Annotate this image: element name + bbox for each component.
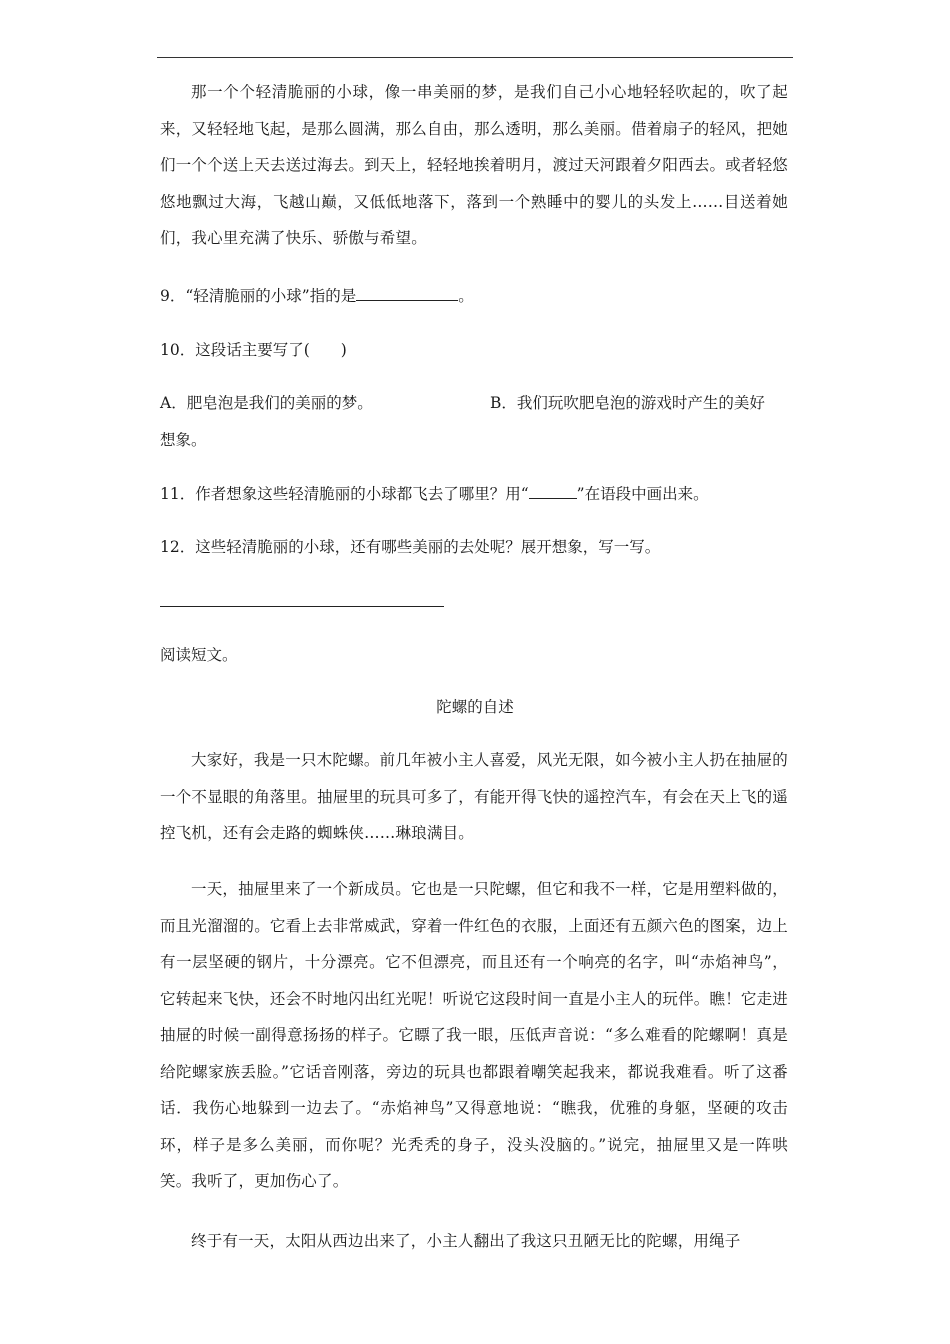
question-11-text: 11．作者想象这些轻清脆丽的小球都飞去了哪里？用“ xyxy=(160,485,529,503)
passage2-title: 陀螺的自述 xyxy=(436,698,514,716)
question-12-answer-line[interactable] xyxy=(160,606,444,607)
header-rule xyxy=(157,57,793,58)
passage1-paragraph: 那一个个轻清脆丽的小球，像一串美丽的梦，是我们自己小心地轻轻吹起的，吹了起来，又轻轻地飞起，是那么圆满，那么自由，那么透明，那么美丽。借着扇子的轻风，把她们一个个送上天去送过海去。到天上，轻轻地挨着明月，渡过天河跟着夕阳西去。或者轻悠悠地飘过大海，飞越山巅，又低低地落下，落到一个熟睡中的婴儿的头发上……目送着她们，我心里充满了快乐、骄傲与希望。 xyxy=(160,83,789,247)
question-11 xyxy=(160,484,709,504)
question-10-option-b[interactable]: B．我们玩吹肥皂泡的游戏时产生的美好 xyxy=(490,394,765,412)
question-9-text: 9．“轻清脆丽的小球”指的是 xyxy=(160,287,357,305)
reading-instruction: 阅读短文。 xyxy=(160,646,238,664)
question-9-end: 。 xyxy=(458,287,474,305)
question-9-blank[interactable] xyxy=(356,286,458,301)
passage2-paragraph-2: 一天，抽屉里来了一个新成员。它也是一只陀螺，但它和我不一样，它是用塑料做的，而且光溜溜的。它看上去非常威武，穿着一件红色的衣服，上面还有五颜六色的图案，边上有一层坚硬的钢片，十分漂亮。它不但漂亮，而且还有一个响亮的名字，叫“赤焰神鸟”，它转起来飞快，还会不时地闪出红光呢！听说它这段时间一直是小主人的玩伴。瞧！它走进抽屉的时候一副得意扬扬的样子。它瞟了我一眼，压低声音说：“多么难看的陀螺啊！真是给陀螺家族丢脸。”它话音刚落，旁边的玩具也都跟着嘲笑起我来，都说我难看。听了这番话．我伤心地躲到一边去了。“赤焰神鸟”又得意地说：“瞧我，优雅的身躯，坚硬的攻击环，样子是多么美丽，而你呢？光秃秃的身子，没头没脑的。”说完，抽屉里又是一阵哄笑。我听了，更加伤心了。 xyxy=(160,880,789,1190)
question-10-option-b-continued: 想象。 xyxy=(160,431,207,449)
passage2-paragraph-3: 终于有一天，太阳从西边出来了，小主人翻出了我这只丑陋无比的陀螺，用绳子 xyxy=(191,1232,741,1250)
question-12: 12．这些轻清脆丽的小球，还有哪些美丽的去处呢？展开想象，写一写。 xyxy=(160,538,661,556)
question-10-option-a[interactable]: A．肥皂泡是我们的美丽的梦。 xyxy=(160,394,373,412)
question-10: 10．这段话主要写了( ) xyxy=(160,341,347,359)
question-9 xyxy=(160,286,474,306)
passage2-paragraph-1: 大家好，我是一只木陀螺。前几年被小主人喜爱，风光无限，如今被小主人扔在抽屉的一个不显眼的角落里。抽屉里的玩具可多了，有能开得飞快的遥控汽车，有会在天上飞的遥控飞机，还有会走路的蜘蛛侠……琳琅满目。 xyxy=(160,751,789,842)
question-11-end: ”在语段中画出来。 xyxy=(576,485,709,503)
question-11-underline-sample xyxy=(529,484,577,499)
